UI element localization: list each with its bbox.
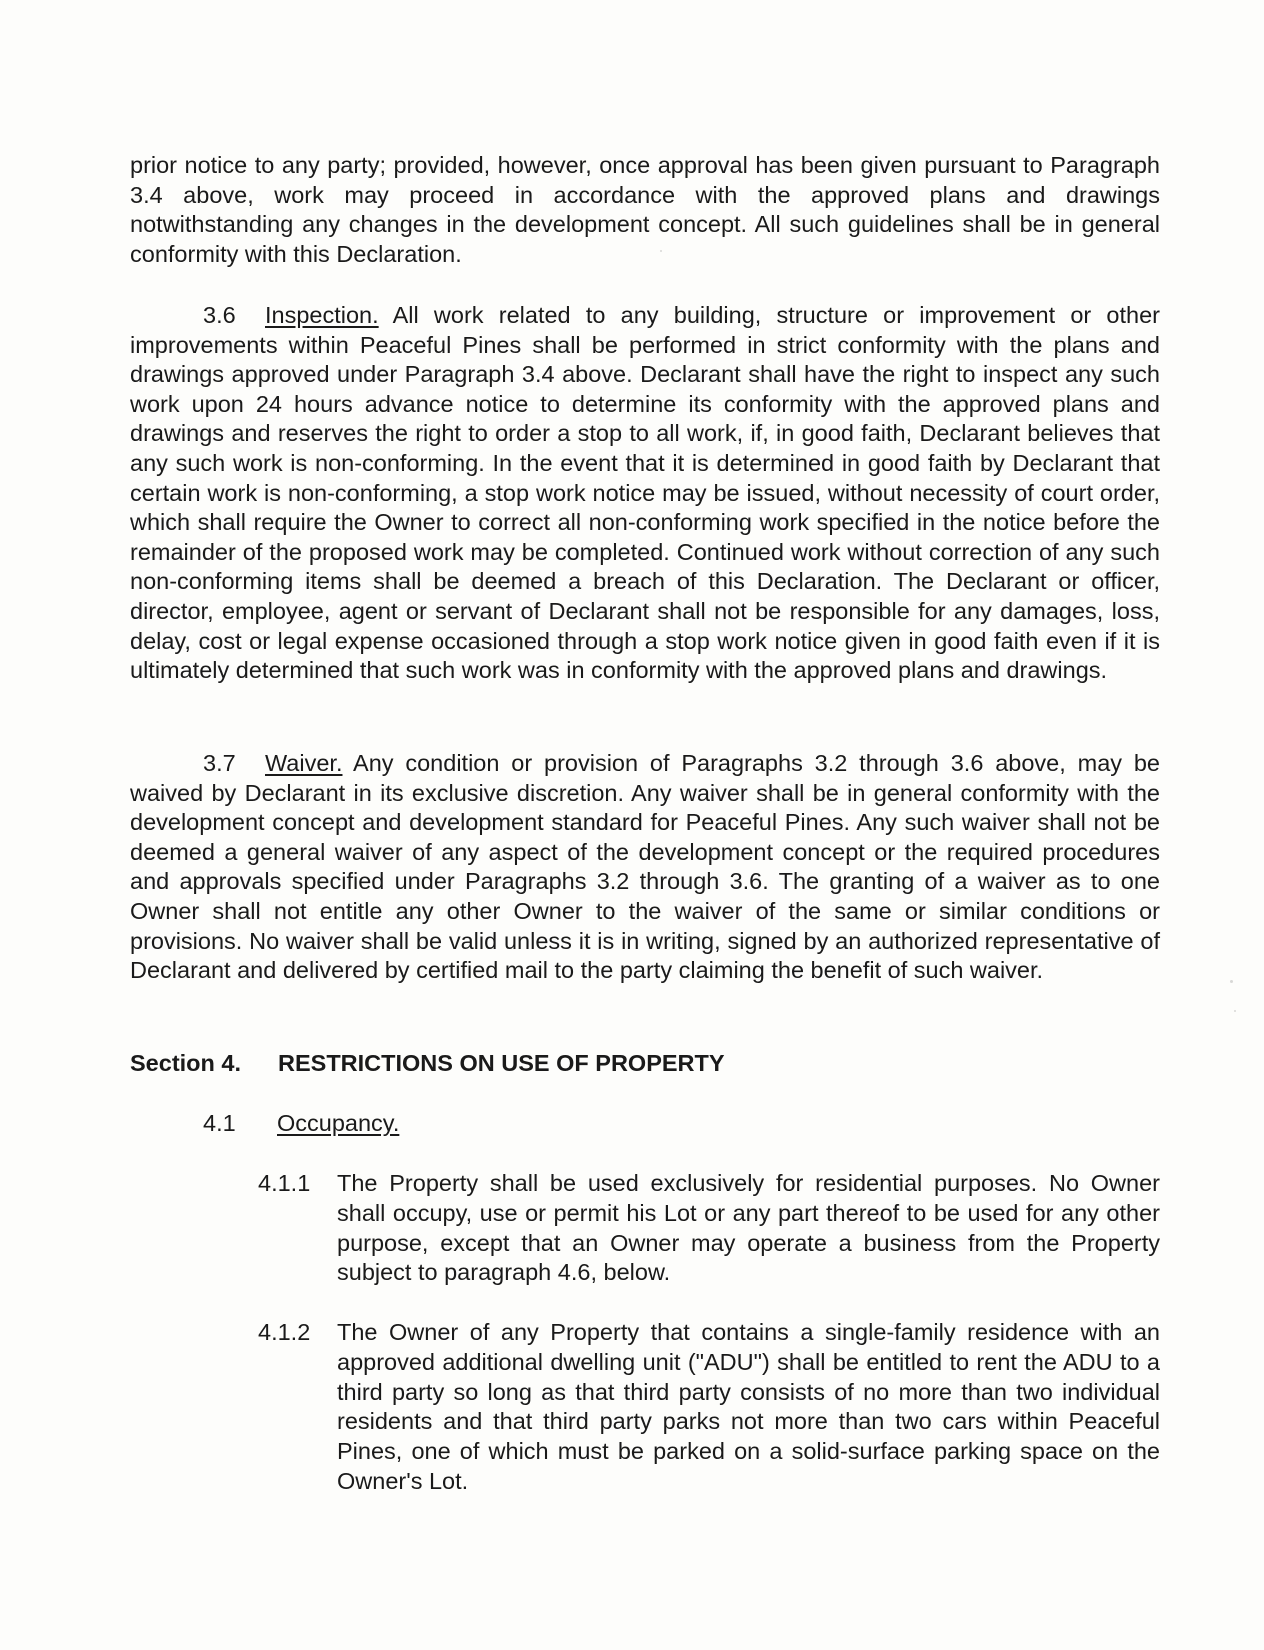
subsection-number: 4.1 [203, 1110, 236, 1136]
scan-speck [1234, 1010, 1236, 1012]
paragraph-heading: Waiver. [265, 750, 343, 776]
paragraph-3-6 [130, 301, 1160, 686]
section-title: RESTRICTIONS ON USE OF PROPERTY [278, 1050, 725, 1076]
subsection-heading [203, 1108, 399, 1138]
paragraph-3-7 [130, 749, 1160, 986]
paragraph-heading: Inspection. [265, 302, 379, 328]
section-heading [130, 1048, 725, 1078]
scan-speck [1230, 980, 1233, 983]
section-number: Section 4. [130, 1050, 242, 1076]
paragraph-number: 3.7 [203, 750, 236, 776]
scan-speck [660, 250, 662, 252]
item-number: 4.1.2 [258, 1319, 311, 1345]
paragraph-continuation: prior notice to any party; provided, however, once approval has been given pursuant to Paragraph 3.4 above, work may proceed in accordance with the approved plans and drawings notwithstanding any changes in the development concept. All such guidelines shall be in general conformity with this Declaration. [130, 152, 1160, 267]
subsection-title: Occupancy. [277, 1110, 400, 1136]
paragraph-body: All work related to any building, structure or improvement or other improvements within Peaceful Pines shall be performed in strict conformity with the plans and drawings approved under Paragraph 3.4 above. Declarant shall have the right to inspect any such work upon 24 hours advance notice to determine its conformity with the approved plans and drawings and reserves the right to order a stop to all work, if, in good faith, Declarant believes that any such work is non-conforming. In the event that it is determined in good faith by Declarant that certain work is non-conforming, a stop work notice may be issued, without necessity of court order, which shall require the Owner to correct all non-conforming work specified in the notice before the remainder of the proposed work may be completed. Continued work without correction of any such non-conforming items shall be deemed a breach of this Declaration. The Declarant or officer, director, employee, agent or servant of Declarant shall not be responsible for any damages, loss, delay, cost or legal expense occasioned through a stop work notice given in good faith even if it is ultimately determined that such work was in conformity with the approved plans and drawings. [130, 302, 1160, 684]
item-number: 4.1.1 [258, 1170, 311, 1196]
paragraph-number: 3.6 [203, 302, 236, 328]
paragraph-body: Any condition or provision of Paragraphs 3.2 through 3.6 above, may be waived by Declarant in its exclusive discretion. Any waiver shall be in general conformity with the development concept and development standard for Peaceful Pines. Any such waiver shall not be deemed a general waiver of any aspect of the development concept or the required procedures and approvals specified under Paragraphs 3.2 through 3.6. The granting of a waiver as to one Owner shall not entitle any other Owner to the waiver of the same or similar conditions or provisions. No waiver shall be valid unless it is in writing, signed by an authorized representative of Declarant and delivered by certified mail to the party claiming the benefit of such waiver. [130, 750, 1160, 984]
list-item-4-1-2 [258, 1318, 1160, 1497]
item-text: The Property shall be used exclusively for residential purposes. No Owner shall occupy, use or permit his Lot or any part thereof to be used for any other purpose, except that an Owner may operate a business from the Property subject to paragraph 4.6, below. [337, 1170, 1160, 1286]
item-text: The Owner of any Property that contains a single-family residence with an approved additional dwelling unit ("ADU") shall be entitled to rent the ADU to a third party so long as that third party consists of no more than two individual residents and that third party parks not more than two cars within Peaceful Pines, one of which must be parked on a solid-surface parking space on the Owner's Lot. [337, 1319, 1160, 1494]
list-item-4-1-1 [258, 1169, 1160, 1288]
